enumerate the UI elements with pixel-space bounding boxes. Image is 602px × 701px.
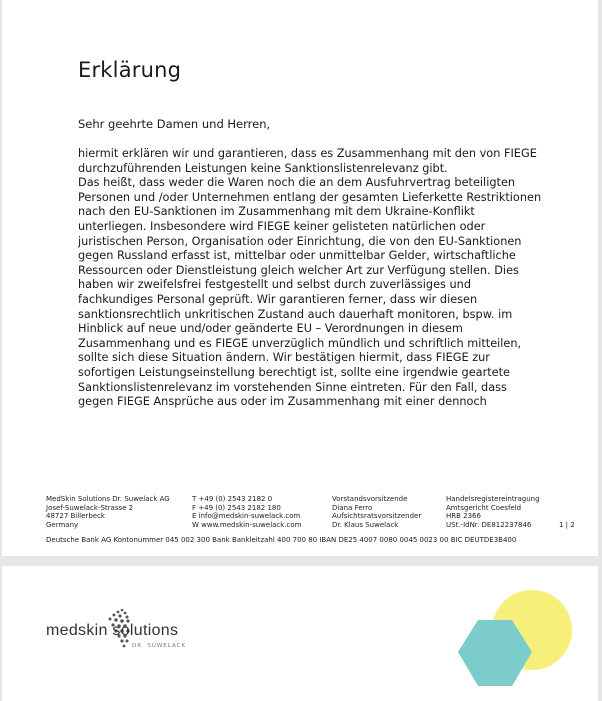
footer-line: W www.medskin-suwelack.com [192, 520, 302, 529]
logo-subtitle: DR. SUWELACK [132, 643, 187, 649]
document-page-1 [2, 0, 598, 556]
footer-line: 48727 Billerbeck [46, 512, 105, 521]
body-text-line: fachkundiges Personal geprüft. Wir garantieren ferner, dass wir diesen [78, 292, 478, 306]
declaration-body [78, 147, 548, 410]
body-text-line: sanktionsrechtlich unkritischen Zustand auch dauerhaft monitoren, bspw. im [78, 307, 513, 321]
footer-line: USt.-IdNr. DE812237846 [446, 520, 532, 529]
decorative-hexagons-icon [438, 582, 578, 701]
document-title: Erklärung [78, 58, 182, 82]
footer-line: Diana Ferro [332, 503, 373, 512]
body-text-line: juristischen Person, Organisation oder Einrichtung, die von den EU-Sanktionen [78, 234, 522, 248]
logo-wordmark: medskin solutions [46, 622, 179, 639]
body-text-line: Das heißt, dass weder die Waren noch die an dem Ausfuhrvertrag beteiligten [78, 176, 516, 190]
page-number: 1 | 2 [559, 521, 575, 529]
body-text-line: haben wir zweifelsfrei festgestellt und selbst durch zuverlässiges und [78, 278, 472, 292]
body-text-line: gegen Russland erfasst ist, mittelbar oder unmittelbar Gelder, wirtschaftliche [78, 249, 516, 263]
footer-board [332, 495, 421, 529]
footer-line: Germany [46, 520, 79, 529]
footer-line: Dr. Klaus Suwelack [332, 520, 399, 529]
body-text-line: sofortigen Leistungseinstellung berechtigt ist, sollte eine irgendwie geartete [78, 365, 510, 379]
footer-line: F +49 (0) 2543 2182 180 [192, 503, 281, 512]
salutation: Sehr geehrte Damen und Herren, [78, 117, 271, 131]
footer-register [446, 495, 540, 529]
body-text-line: unterliegen. Insbesondere wird FIEGE keiner gelisteten natürlichen oder [78, 219, 486, 233]
document-page-2 [2, 566, 598, 701]
footer-line: T +49 (0) 2543 2182 0 [192, 495, 273, 503]
body-text-line: Zusammenhang und es FIEGE unverzüglich mündlich und schriftlich mitteilen, [78, 336, 522, 350]
body-text-line: Hinblick auf neue und/oder geänderte EU – Verordnungen in diesem [78, 322, 463, 336]
body-text-line: Ressourcen oder Dienstleistung gleich welcher Art zur Verfügung stellen. Dies [78, 263, 519, 277]
footer-line: E info@medskin-suwelack.com [192, 512, 301, 521]
footer-line: HRB 2366 [446, 512, 481, 521]
body-text-line: durchzuführenden Leistungen keine Sanktionslistenrelevanz gibt. [78, 161, 448, 175]
footer-bank-details: Deutsche Bank AG Kontonummer 045 002 300 Bank Bankleitzahl 400 700 80 IBAN DE25 4007 0080 0045 0023 00 BIC DEUTDE3B400 [46, 536, 517, 544]
body-text-line: nach den EU-Sanktionen im Zusammenhang mit dem Ukraine-Konflikt [78, 205, 475, 219]
footer-line: Amtsgericht Coesfeld [446, 503, 522, 512]
body-text-line: sollte sich diese Situation ändern. Wir bestätigen hiermit, dass FIEGE zur [78, 351, 490, 365]
footer-line: Vorstandsvorsitzende [332, 495, 408, 503]
footer-line: Handelsregistereintragung [446, 495, 540, 503]
footer-line: MedSkin Solutions Dr. Suwelack AG [46, 495, 170, 503]
body-text-line: Sanktionslistenrelevanz im vorstehenden Sinne eintreten. Für den Fall, dass [78, 380, 507, 394]
body-text-line: hiermit erklären wir und garantieren, dass es Zusammenhang mit den von FIEGE [78, 147, 537, 160]
footer-line: Josef-Suwelack-Strasse 2 [46, 503, 134, 512]
body-text-line: gegen FIEGE Ansprüche aus oder im Zusammenhang mit einer dennoch [78, 395, 487, 409]
footer-company-address [46, 495, 170, 529]
footer-line: Aufsichtsratsvorsitzender [332, 512, 422, 521]
body-text-line: Personen und /oder Unternehmen entlang der gesamten Lieferkette Restriktionen [78, 190, 542, 204]
footer-contact [192, 495, 302, 529]
